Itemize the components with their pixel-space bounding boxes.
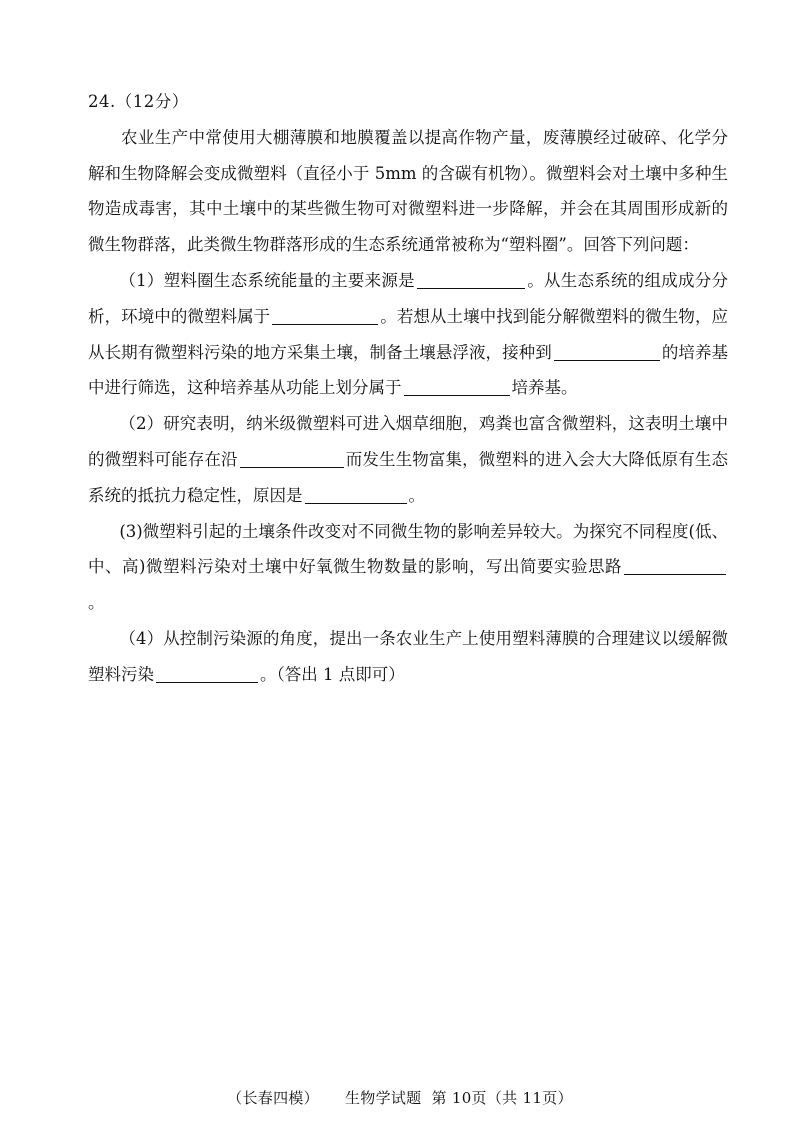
footer-subject: 生物学试题 — [344, 1089, 422, 1107]
answer-blank-7[interactable] — [624, 557, 726, 575]
question-24 — [88, 84, 728, 693]
sub1-text-e: 培养基。 — [511, 378, 578, 398]
question-number: 24.（12分） — [88, 92, 189, 111]
sub3-text-b: 。 — [88, 593, 105, 613]
sub4-text-a: （4）从控制污染源的角度，提出一条农业生产上使用塑料薄膜的合理建议以缓解微塑料污染 — [88, 628, 728, 684]
sub1-text-c: 。若想从土壤中找到能分解微塑料的微生物，应从长期有微塑料污染的地方采集土壤，制备土壤悬浮液，接种到 — [88, 306, 728, 362]
sub1-text-a: （1）塑料圈生态系统能量的主要来源是 — [119, 270, 415, 290]
footer-exam-name: （长春四模） — [227, 1089, 319, 1107]
sub4-text-b: 。（答出 1 点即可） — [260, 664, 405, 684]
sub-question-2 — [88, 406, 728, 513]
sub2-text-b: 而发生生物富集，微塑料的进入会大大降低原有生态系统的抵抗力稳定性，原因是 — [88, 449, 728, 505]
answer-blank-8[interactable] — [156, 664, 258, 682]
question-intro: 农业生产中常使用大棚薄膜和地膜覆盖以提高作物产量，废薄膜经过破碎、化学分解和生物降解会变成微塑料（直径小于 5mm 的含碳有机物）。微塑料会对土壤中多种生物造成毒害，其中土壤中的某些微生物可对微塑料进一步降解，并会在其周围形成新的微生物群落，此类微生物群落形成的生态系统通常被称为“塑料圈”。回答下列问题： — [88, 127, 728, 255]
answer-blank-6[interactable] — [305, 485, 407, 503]
footer-page-number: 第 10页 — [431, 1089, 487, 1107]
sub-question-3 — [88, 514, 728, 621]
answer-blank-5[interactable] — [240, 450, 344, 468]
sub3-text-a: (3)微塑料引起的土壤条件改变对不同微生物的影响差异较大。为探究不同程度(低、中、高)微塑料污染对土壤中好氧微生物数量的影响，写出简要实验思路 — [88, 521, 728, 577]
answer-blank-1[interactable] — [417, 271, 525, 289]
answer-blank-3[interactable] — [554, 342, 660, 360]
sub1-text-b: 。从生态系统的组成成分分析，环境中的微塑料属于 — [88, 270, 729, 326]
footer-page-total: （共 11页） — [486, 1089, 573, 1107]
answer-blank-2[interactable] — [272, 306, 378, 324]
sub2-text-a: （2）研究表明，纳米级微塑料可进入烟草细胞，鸡粪也富含微塑料，这表明土壤中的微塑料可能存在沿 — [88, 414, 728, 469]
page-footer — [0, 1087, 800, 1108]
sub1-text-d: 的培养基中进行筛选，这种培养基从功能上划分属于 — [88, 342, 728, 398]
sub-question-1 — [88, 263, 728, 406]
sub-question-4 — [88, 621, 728, 693]
sub2-text-c: 。 — [408, 485, 425, 505]
answer-blank-4[interactable] — [404, 378, 510, 396]
